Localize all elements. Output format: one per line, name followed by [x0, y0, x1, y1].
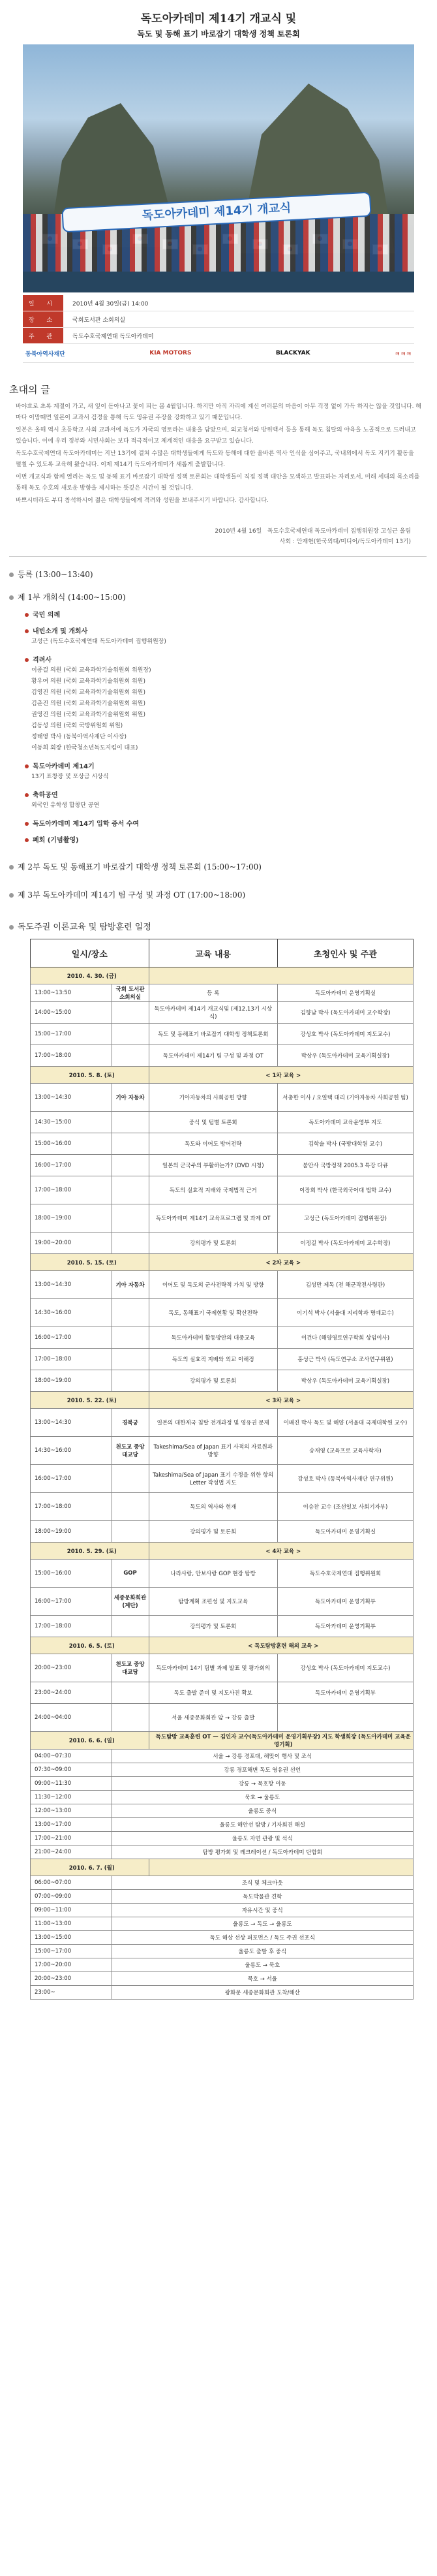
greeting-paragraph: 일본은 올해 역시 초등학교 사회 교과서에 독도가 자국의 영토라는 내용을 담았으며, 외교청서와 방위백서 등을 통해 독도 침탈의 야욕을 노골적으로 드러내고 있습니다. 이에 우리 정부와 시민사회는 보다 적극적이고 체계적인 대응을 요구받고 있습니다.: [16, 427, 416, 445]
activity-cell: 묵호 → 서울: [112, 1972, 413, 1986]
time-cell: 11:30~12:00: [31, 1791, 112, 1804]
sponsor-logo: KIA MOTORS: [149, 350, 192, 356]
info-row: [23, 311, 414, 328]
presenter-cell: 이장희 박사 (한국외국어대 법학 교수): [277, 1176, 413, 1204]
place-cell: [112, 1493, 149, 1521]
table-row: [31, 1763, 414, 1777]
activity-cell: 울릉도 자연 관광 및 석식: [112, 1832, 413, 1846]
place-cell: GOP: [112, 1560, 149, 1588]
program-item-title: 내빈소개 및 개회사: [33, 628, 88, 635]
presenter-cell: 김향남 박사 (독도아카데미 교수학장): [277, 1002, 413, 1024]
presenter-cell: 독도아카데미 운영기획실: [277, 1521, 413, 1543]
presenter-cell: 독도아카데미 운영기획실: [277, 984, 413, 1002]
content-cell: 서울 세종문화회관 앞 → 강릉 출발: [149, 1704, 277, 1732]
session-label: < 3차 교육 >: [149, 1392, 413, 1409]
activity-cell: 울릉도 해안선 탐방 / 기자회견 해설: [112, 1818, 413, 1832]
registration-item: 등록 (13:00~13:40): [9, 569, 437, 580]
presenter-cell: 박상우 (독도아카데미 교육기획실장): [277, 1045, 413, 1067]
info-label: 일 시: [23, 295, 63, 311]
content-cell: 이어도 및 독도의 군사전략적 가치 및 방향: [149, 1271, 277, 1299]
table-row: [31, 1521, 414, 1543]
table-row: [31, 1409, 414, 1437]
table-row: [31, 1349, 414, 1370]
greeting-paragraph: 독도수호국제연대 독도아카데미는 지난 13기에 걸쳐 수많은 대학생들에게 독도와 동해에 대한 올바른 역사 인식을 심어주고, 국내외에서 독도 지키기 활동을 펼칠 수 있도록 교육해 왔습니다. 이제 제14기 독도아카데미가 새롭게 출발합니다.: [16, 450, 414, 468]
table-row: [31, 1777, 414, 1791]
time-cell: 12:00~13:00: [31, 1804, 112, 1818]
place-cell: 기아 자동차: [112, 1271, 149, 1299]
greeting-paragraph: 이번 개교식과 함께 열리는 독도 및 동해 표기 바로잡기 대학생 정책 토론회는 대학생들이 직접 정책 대안을 모색하고 발표하는 자리로서, 미래 세대의 목소리를 통해 독도 수호의 새로운 방향을 제시하는 뜻깊은 시간이 될 것입니다.: [16, 474, 420, 492]
table-row: [31, 1271, 414, 1299]
event-title: 독도아카데미 제14기 개교식 및: [140, 12, 297, 25]
time-cell: 16:00~17:00: [31, 1465, 112, 1493]
presenter-cell: 독도아카데미 운영기획부: [277, 1682, 413, 1704]
presenter-cell: 이기석 박사 (서울대 지리학과 명예교수): [277, 1299, 413, 1327]
part1-items: [9, 609, 437, 844]
time-cell: 11:00~13:00: [31, 1917, 112, 1931]
place-cell: [112, 1616, 149, 1637]
place-cell: 천도교 중앙 대교당: [112, 1654, 149, 1682]
program-item-title: 독도아카데미 제14기 입학 증서 수여: [33, 821, 140, 828]
activity-cell: 서울 → 강릉 경포대, 해맞이 행사 및 조식: [112, 1750, 413, 1763]
program-item-detail: 권영진 의원 (국회 교육과학기술위원회 위원): [31, 712, 145, 718]
place-cell: 국회 도서관 소회의실: [112, 984, 149, 1002]
presenter-cell: 강성호 박사 (독도아카데미 지도교수): [277, 1024, 413, 1045]
presenter-cell: 이승찬 교수 (조선일보 사회기자부): [277, 1493, 413, 1521]
time-cell: 18:00~19:00: [31, 1204, 112, 1233]
program-item: [25, 761, 437, 770]
sign-contact: 사회 : 안재현(한국외대/미디어/독도아카데미 13기): [279, 539, 411, 545]
content-cell: 독도, 동해표기 국제현황 및 확산전략: [149, 1299, 277, 1327]
activity-cell: 울릉도 출발 후 중식: [112, 1945, 413, 1958]
table-row: [31, 1133, 414, 1155]
place-cell: [112, 1176, 149, 1204]
program-item-title: 격려사: [33, 657, 52, 664]
program-item-detail: 13기 표창장 및 포상금 시상식: [31, 774, 109, 780]
table-row: [31, 1465, 414, 1493]
sponsor-logo: 동북아역사재단: [25, 351, 65, 358]
table-row: [31, 1616, 414, 1637]
program-heading: 독도주권 이론교육 및 탐방훈련 일정: [9, 920, 437, 932]
table-row: [31, 1945, 414, 1958]
program-item: [25, 609, 437, 619]
greeting-body: [0, 401, 437, 507]
info-value: 2010년 4월 30일(금) 14:00: [63, 295, 414, 311]
table-row: [31, 1370, 414, 1392]
table-row: [31, 1493, 414, 1521]
content-cell: 중식 및 팀별 토론회: [149, 1112, 277, 1133]
time-cell: 15:00~17:00: [31, 1024, 112, 1045]
content-cell: 독도아카데미 제14기 팀 구성 및 과정 OT: [149, 1045, 277, 1067]
presenter-cell: 독도아카데미 교육운영부 지도: [277, 1112, 413, 1133]
presenter-cell: 이정길 박사 (독도아카데미 교수학장): [277, 1233, 413, 1254]
time-cell: 09:00~11:30: [31, 1777, 112, 1791]
bullet-icon: [25, 629, 29, 633]
presenter-cell: 독도수호국제연대 집행위원회: [277, 1560, 413, 1588]
content-cell: 독도 및 동해표기 바로잡기 대학생 정책토론회: [149, 1024, 277, 1045]
program-item-title: 폐회 (기념촬영): [33, 837, 79, 844]
activity-cell: 묵호 → 울릉도: [112, 1791, 413, 1804]
time-cell: 20:00~23:00: [31, 1972, 112, 1986]
time-cell: 13:00~13:50: [31, 984, 112, 1002]
program-item: [25, 834, 437, 844]
content-cell: 등 록: [149, 984, 277, 1002]
activity-cell: 탐방 평가회 및 레크레이션 / 독도아카데미 단합회: [112, 1846, 413, 1859]
program-item-detail: 고성근 (독도수호국제연대 독도아카데미 집행위원장): [31, 638, 166, 645]
info-label: 장 소: [23, 311, 63, 328]
table-row: [31, 1176, 414, 1204]
date-row: [31, 1254, 414, 1271]
time-cell: 17:00~21:00: [31, 1832, 112, 1846]
table-row: [31, 1958, 414, 1972]
time-cell: 19:00~20:00: [31, 1233, 112, 1254]
table-row: [31, 1931, 414, 1945]
presenter-cell: 불안사 국방정책 2005.3 특강 다큐: [277, 1155, 413, 1176]
place-cell: [112, 1045, 149, 1067]
sea: [23, 272, 414, 292]
time-cell: 16:00~17:00: [31, 1155, 112, 1176]
place-cell: [112, 1682, 149, 1704]
time-cell: 23:00~24:00: [31, 1682, 112, 1704]
info-row: [23, 295, 414, 311]
program-item-detail: 정태영 박사 (동북아역사재단 이사장): [31, 734, 127, 740]
bullet-icon: [9, 865, 14, 870]
group-photo: [23, 44, 414, 292]
bullet-icon: [9, 893, 14, 898]
time-cell: 17:00~18:00: [31, 1176, 112, 1204]
date-label: 2010. 5. 22. (토): [31, 1392, 149, 1409]
date-label: 2010. 6. 7. (월): [31, 1859, 149, 1876]
table-row: [31, 1890, 414, 1904]
time-cell: 15:00~17:00: [31, 1945, 112, 1958]
session-label: < 2차 교육 >: [149, 1254, 413, 1271]
content-cell: Takeshima/Sea of Japan 표기 사적의 자료원과 방향: [149, 1437, 277, 1465]
program-table: [30, 939, 414, 2000]
column-header: 일시/장소: [31, 939, 149, 967]
content-cell: 독도의 역사와 현재: [149, 1493, 277, 1521]
date-label: 2010. 4. 30. (금): [31, 967, 149, 984]
content-cell: 독도아카데미 제14기 교육프로그램 및 과제 OT: [149, 1204, 277, 1233]
info-label: 주 관: [23, 328, 63, 344]
content-cell: 독도의 실효적 지배와 국제법적 근거: [149, 1176, 277, 1204]
time-cell: 04:00~07:30: [31, 1750, 112, 1763]
place-cell: [112, 1370, 149, 1392]
time-cell: 18:00~19:00: [31, 1521, 112, 1543]
content-cell: Takeshima/Sea of Japan 표기 수정을 위한 항의 Letter 작성법 지도: [149, 1465, 277, 1493]
bullet-icon: [9, 595, 14, 600]
bullet-icon: [25, 838, 29, 842]
place-cell: [112, 1002, 149, 1024]
sponsor-logo: BLACKYAK: [275, 350, 310, 356]
program-item: [25, 654, 437, 664]
content-cell: 나라사랑, 안보사랑 GOP 현장 탐방: [149, 1560, 277, 1588]
content-cell: 독도와 이어도 방어전략: [149, 1133, 277, 1155]
place-cell: [112, 1204, 149, 1233]
time-cell: 15:00~16:00: [31, 1560, 112, 1588]
presenter-cell: 독도아카데미 운영기획부: [277, 1588, 413, 1616]
date-row: [31, 1543, 414, 1560]
sponsor-logo: ㅋㅋㅋ: [394, 351, 412, 358]
time-cell: 13:00~14:30: [31, 1409, 112, 1437]
table-row: [31, 1804, 414, 1818]
time-cell: 17:00~18:00: [31, 1349, 112, 1370]
presenter-cell: 이배진 박사 독도 및 해양 (서울대 국제대학원 교수): [277, 1409, 413, 1437]
time-cell: 15:00~16:00: [31, 1133, 112, 1155]
greeting-heading: 초대의 글: [9, 384, 50, 396]
table-row: [31, 1904, 414, 1917]
info-value: 국회도서관 소회의실: [63, 311, 414, 328]
table-row: [31, 1917, 414, 1931]
session-label: < 4차 교육 >: [149, 1543, 413, 1560]
date-label: 2010. 5. 29. (토): [31, 1543, 149, 1560]
time-cell: 17:00~18:00: [31, 1493, 112, 1521]
table-row: [31, 1876, 414, 1890]
bullet-icon: [25, 764, 29, 768]
program-item-detail: 김영진 의원 (국회 교육과학기술위원회 위원): [31, 689, 145, 696]
time-cell: 24:00~04:00: [31, 1704, 112, 1732]
time-cell: 09:00~11:00: [31, 1904, 112, 1917]
presenter-cell: 송재영 (교육프로 교육사학자): [277, 1437, 413, 1465]
session-label: [149, 1859, 413, 1876]
info-table: [23, 295, 414, 344]
activity-cell: 독도박물관 견학: [112, 1890, 413, 1904]
photo-banner: 독도아카데미 제14기 개교식: [61, 192, 371, 233]
time-cell: 13:00~17:00: [31, 1818, 112, 1832]
session-label: < 1차 교육 >: [149, 1067, 413, 1084]
bullet-icon: [25, 658, 29, 662]
presenter-cell: 서충한 이사 / 오일택 대리 (기아자동차 사회공헌 팀): [277, 1084, 413, 1112]
time-cell: 07:30~09:00: [31, 1763, 112, 1777]
greeting-paragraph: 바야흐로 초록 계절이 가고, 새 잎이 돋아나고 꽃이 피는 봄 4월입니다. 하지만 아직 자리에 계신 여러분의 마음이 아무 걱정 없이 가득 하지는 않을 것입니다. 해마다 이맘때면 일본이 교과서 검정을 통해 독도 영유권 주장을 강화하고 있기 때문입니다.: [16, 403, 422, 421]
date-row: [31, 967, 414, 984]
bullet-icon: [25, 822, 29, 826]
program-item: [25, 818, 437, 828]
activity-cell: 독도 해상 선상 퍼포먼스 / 독도 주권 선포식: [112, 1931, 413, 1945]
table-row: [31, 1299, 414, 1327]
activity-cell: 울릉도 → 묵호: [112, 1958, 413, 1972]
content-cell: 독도아카데미 14기 팀별 과제 발표 및 평가회의: [149, 1654, 277, 1682]
date-row: [31, 1859, 414, 1876]
place-cell: [112, 1521, 149, 1543]
program-item-title: 독도아카데미 제14기: [33, 763, 95, 770]
content-cell: 강의평가 및 토론회: [149, 1370, 277, 1392]
presenter-cell: 이건다 (해양영토연구학회 상임이사): [277, 1327, 413, 1349]
table-row: [31, 1704, 414, 1732]
time-cell: 16:00~17:00: [31, 1588, 112, 1616]
place-cell: 세종문화회관 (계단): [112, 1588, 149, 1616]
table-row: [31, 1045, 414, 1067]
table-row: [31, 1588, 414, 1616]
table-row: [31, 1791, 414, 1804]
place-cell: 천도교 중앙 대교당: [112, 1437, 149, 1465]
table-row: [31, 1972, 414, 1986]
presenter-cell: 김학술 박사 (국방대학원 교수): [277, 1133, 413, 1155]
content-cell: 일본의 대한제국 침탈 전개과정 및 영유권 문제: [149, 1409, 277, 1437]
time-cell: 14:30~16:00: [31, 1299, 112, 1327]
content-cell: 강의평가 및 토론회: [149, 1616, 277, 1637]
title-box: [0, 0, 437, 39]
presenter-cell: [277, 1704, 413, 1732]
sponsor-logos: [23, 344, 414, 363]
place-cell: 경북궁: [112, 1409, 149, 1437]
time-cell: 20:00~23:00: [31, 1654, 112, 1682]
content-cell: 독도의 실효적 지배와 외교 이해정: [149, 1349, 277, 1370]
program-item-detail: 이종걸 의원 (국회 교육과학기술위원회 위원장): [31, 667, 151, 674]
event-subtitle: 독도 및 동해 표기 바로잡기 대학생 정책 토론회: [137, 29, 300, 39]
column-header: 교육 내용: [149, 939, 277, 967]
bullet-icon: [9, 925, 14, 930]
table-row: [31, 1750, 414, 1763]
presenter-cell: 강성호 박사 (독도아카데미 지도교수): [277, 1654, 413, 1682]
time-cell: 06:00~07:00: [31, 1876, 112, 1890]
presenter-cell: 박상우 (독도아카데미 교육기획실장): [277, 1370, 413, 1392]
table-row: [31, 1204, 414, 1233]
program-item-detail: 김춘진 의원 (국회 교육과학기술위원회 위원): [31, 700, 145, 707]
time-cell: 23:00~: [31, 1986, 112, 2000]
date-label: 2010. 6. 6. (일): [31, 1732, 149, 1750]
activity-cell: 울릉도 → 독도 → 울릉도: [112, 1917, 413, 1931]
time-cell: 17:00~20:00: [31, 1958, 112, 1972]
part3-heading: 제 3부 독도아카데미 제14기 팀 구성 및 과정 OT (17:00~18:00): [9, 889, 437, 900]
bullet-icon: [25, 793, 29, 797]
time-cell: 14:30~15:00: [31, 1112, 112, 1133]
sign-date-org: 2010년 4월 16일 독도수호국제연대 독도아카데미 집행위원장 고성근 올림: [215, 528, 411, 535]
session-label: [149, 967, 413, 984]
date-row: [31, 1067, 414, 1084]
part1-heading: 제 1부 개회식 (14:00~15:00): [9, 591, 437, 603]
presenter-cell: 김성만 제독 (전 해군작전사령관): [277, 1271, 413, 1299]
info-value: 독도수호국제연대 독도아카데미: [63, 328, 414, 344]
activity-cell: 자유시간 및 중식: [112, 1904, 413, 1917]
table-row: [31, 1155, 414, 1176]
place-cell: [112, 1327, 149, 1349]
date-label: 2010. 5. 15. (토): [31, 1254, 149, 1271]
table-header-row: [31, 939, 414, 967]
program-item: [25, 789, 437, 799]
activity-cell: 울릉도 중식: [112, 1804, 413, 1818]
signature: [0, 526, 437, 547]
place-cell: [112, 1704, 149, 1732]
place-cell: 기아 자동차: [112, 1084, 149, 1112]
activity-cell: 광화문 세종문화회관 도착/해산: [112, 1986, 413, 2000]
time-cell: 18:00~19:00: [31, 1370, 112, 1392]
time-cell: 13:00~14:30: [31, 1084, 112, 1112]
presenter-cell: 고성근 (독도아카데미 집행위원장): [277, 1204, 413, 1233]
table-row: [31, 1846, 414, 1859]
date-row: [31, 1637, 414, 1654]
time-cell: 21:00~24:00: [31, 1846, 112, 1859]
presenter-cell: 홍성근 박사 (독도연구소 조사연구위원): [277, 1349, 413, 1370]
place-cell: [112, 1133, 149, 1155]
schedule: [0, 569, 437, 900]
table-row: [31, 1084, 414, 1112]
date-row: [31, 1392, 414, 1409]
info-row: [23, 328, 414, 344]
table-row: [31, 1002, 414, 1024]
presenter-cell: 강성호 박사 (동북아역사재단 연구위원): [277, 1465, 413, 1493]
program-item-title: 축하공연: [33, 792, 58, 799]
activity-cell: 조식 및 체크아웃: [112, 1876, 413, 1890]
place-cell: [112, 1233, 149, 1254]
time-cell: 07:00~09:00: [31, 1890, 112, 1904]
program-item-title: 국민 의례: [33, 612, 61, 619]
table-row: [31, 1112, 414, 1133]
content-cell: 독도아카데미 제14기 개교식및 (제12,13기 시상식): [149, 1002, 277, 1024]
table-row: [31, 1437, 414, 1465]
activity-cell: 강릉 → 묵호항 이동: [112, 1777, 413, 1791]
content-cell: 탐방계획 조편성 및 지도교육: [149, 1588, 277, 1616]
table-row: [31, 1832, 414, 1846]
column-header: 초청인사 및 주관: [277, 939, 413, 967]
table-row: [31, 984, 414, 1002]
time-cell: 16:00~17:00: [31, 1327, 112, 1349]
date-label: 2010. 5. 8. (토): [31, 1067, 149, 1084]
bullet-icon: [25, 613, 29, 617]
program-item-detail: 김동성 의원 (국회 국방위원회 위원): [31, 723, 123, 729]
table-row: [31, 1327, 414, 1349]
content-cell: 독도 출발 준비 및 지도사진 확보: [149, 1682, 277, 1704]
table-row: [31, 1233, 414, 1254]
table-row: [31, 1024, 414, 1045]
presenter-cell: 독도아카데미 운영기획부: [277, 1616, 413, 1637]
time-cell: 13:00~15:00: [31, 1931, 112, 1945]
table-row: [31, 1654, 414, 1682]
activity-cell: 강릉 경포해변 독도 영유권 선언: [112, 1763, 413, 1777]
part2-heading: 제 2부 독도 및 동해표기 바로잡기 대학생 정책 토론회 (15:00~17:00): [9, 861, 437, 872]
time-cell: 17:00~18:00: [31, 1045, 112, 1067]
content-cell: 강의평가 및 토론회: [149, 1233, 277, 1254]
program-item-detail: 외국인 유학생 합창단 공연: [31, 802, 100, 809]
program-item: [25, 625, 437, 635]
divider: [9, 556, 427, 557]
place-cell: [112, 1349, 149, 1370]
program-item-detail: 이동희 회장 (한국청소년독도지킴이 대표): [31, 745, 138, 751]
place-cell: [112, 1465, 149, 1493]
place-cell: [112, 1299, 149, 1327]
table-row: [31, 1682, 414, 1704]
date-row: [31, 1732, 414, 1750]
content-cell: 기아자동차의 사회공헌 방향: [149, 1084, 277, 1112]
date-label: 2010. 6. 5. (토): [31, 1637, 149, 1654]
place-cell: [112, 1112, 149, 1133]
session-label: 독도탐방 교육훈련 OT — 김인자 교수(독도아카데미 운영기획부장) 지도 학생회장 (독도아카데미 교육운영기획): [149, 1732, 413, 1750]
time-cell: 14:00~15:00: [31, 1002, 112, 1024]
time-cell: 14:30~16:00: [31, 1437, 112, 1465]
time-cell: 17:00~18:00: [31, 1616, 112, 1637]
content-cell: 강의평가 및 토론회: [149, 1521, 277, 1543]
program-item-detail: 황우여 의원 (국회 교육과학기술위원회 위원): [31, 678, 145, 685]
place-cell: [112, 1024, 149, 1045]
table-row: [31, 1560, 414, 1588]
table-row: [31, 1986, 414, 2000]
content-cell: 독도아카데미 활동방안의 대중교육: [149, 1327, 277, 1349]
content-cell: 일본의 군국주의 부활하는가? (DVD 시청): [149, 1155, 277, 1176]
table-row: [31, 1818, 414, 1832]
place-cell: [112, 1155, 149, 1176]
session-label: < 독도탐방훈련 해외 교육 >: [149, 1637, 413, 1654]
greeting-paragraph: 바쁘시더라도 부디 참석하시어 젊은 대학생들에게 격려와 성원을 보내주시기 바랍니다. 감사합니다.: [16, 497, 269, 504]
bullet-icon: [9, 573, 14, 577]
time-cell: 13:00~14:30: [31, 1271, 112, 1299]
